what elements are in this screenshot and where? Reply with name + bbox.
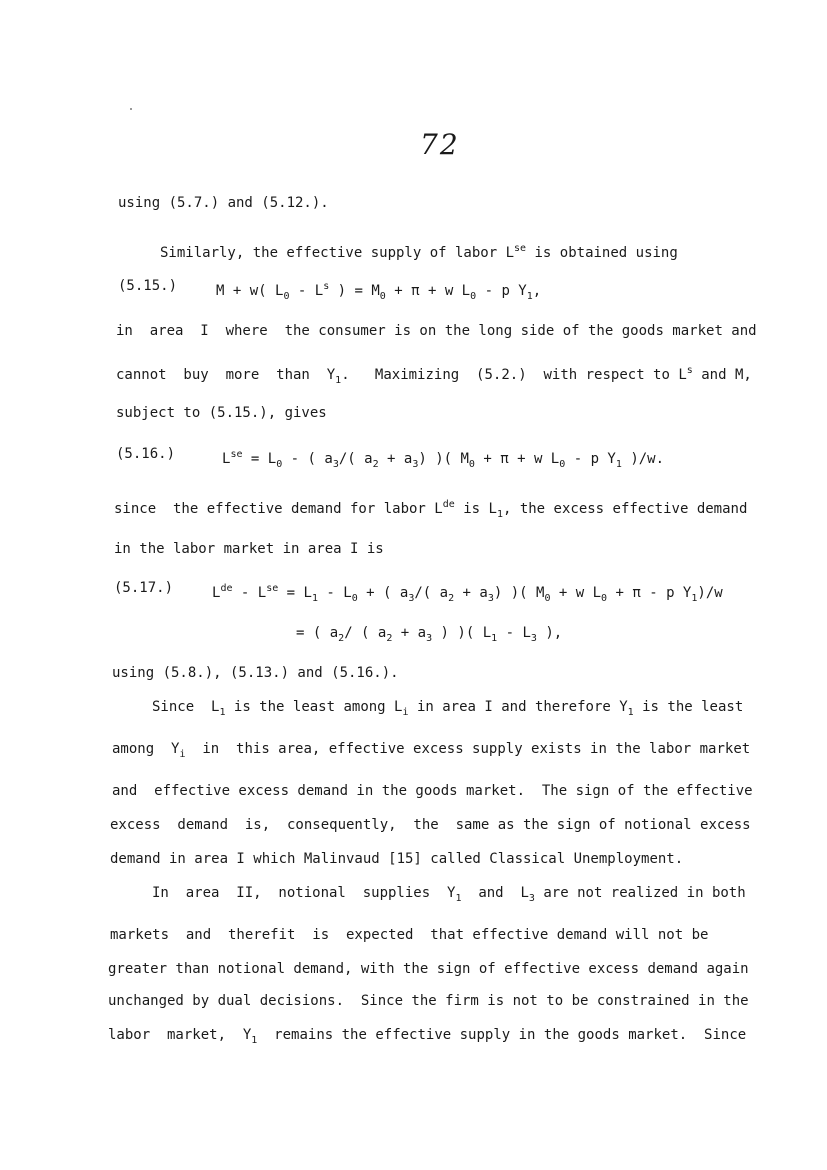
scan-speck — [130, 108, 132, 110]
text-line-3: in area I where the consumer is on the long side of the goods market and — [116, 323, 757, 339]
text-line-17: unchanged by dual decisions. Since the firm is not to be constrained in the — [108, 993, 749, 1009]
text-line-13: demand in area I which Malinvaud [15] called Classical Unemployment. — [110, 851, 684, 867]
text-line-10: among $Y_i$ in this area, effective excess supply exists in the labor market — [112, 741, 751, 760]
text-line-2: Similarly, the effective supply of labor $L^{se}$ is obtained using — [160, 243, 678, 261]
text-line-7: in the labor market in area I is — [114, 541, 384, 557]
text-line-5: subject to (5.15.), gives — [116, 405, 327, 421]
equation-5-16: $L^{se} = L_0$ - ( $a_3/$( $a_2 + a_3$) )( $M_0 + \pi + w$ $L_0$ - p $Y_1$ )/w. — [222, 449, 665, 470]
equation-5-15: M + w( $L_0 - L^s$ ) = $M_0 + \pi + w$ $L_0$ - p $Y_1$, — [216, 281, 542, 302]
text-line-11: and effective excess demand in the goods market. The sign of the effective — [112, 783, 753, 799]
text-line-15: markets and therefit is expected that effective demand will not be — [110, 927, 709, 943]
text-line-8: using (5.8.), (5.13.) and (5.16.). — [112, 665, 399, 681]
text-line-12: excess demand is, consequently, the same as the sign of notional excess — [110, 817, 751, 833]
text-line-6: since the effective demand for labor Lde is $L_1$, the excess effective demand — [114, 499, 748, 520]
text-line-9: Since $L_1$ is the least among $L_i$ in area I and therefore $Y_1$ is the least — [152, 699, 744, 718]
equation-5-17-line-1: $Lde - L^{se} = L_1 - L_0$ + ( $a_3/$( $a_2 + a_3$) )( $M_0 + w$ $L_0 + \pi - p$ $Y_1)/w$ — [212, 583, 723, 604]
text-line-14: In area II, notional supplies $Y_1$ and $L_3$ are not realized in both — [152, 885, 746, 904]
equation-label-5-15: (5.15.) — [118, 278, 178, 294]
page-number: 72 — [420, 128, 460, 161]
text-line-4: cannot buy more than $Y_1$. Maximizing (5.2.) with respect to $L^s$ and M, — [116, 365, 752, 386]
text-line-16: greater than notional demand, with the sign of effective excess demand again — [108, 961, 749, 977]
equation-5-17-line-2: = ( $a_2/$ ( $a_2 + a_3$ ) )( $L_1 - L_3$ ), — [296, 625, 563, 644]
equation-label-5-17: (5.17.) — [114, 580, 174, 596]
text-line-1: using (5.7.) and (5.12.). — [118, 195, 329, 211]
text-line-18: labor market, $Y_1$ remains the effective supply in the goods market. Since — [108, 1027, 747, 1046]
equation-label-5-16: (5.16.) — [116, 446, 176, 462]
